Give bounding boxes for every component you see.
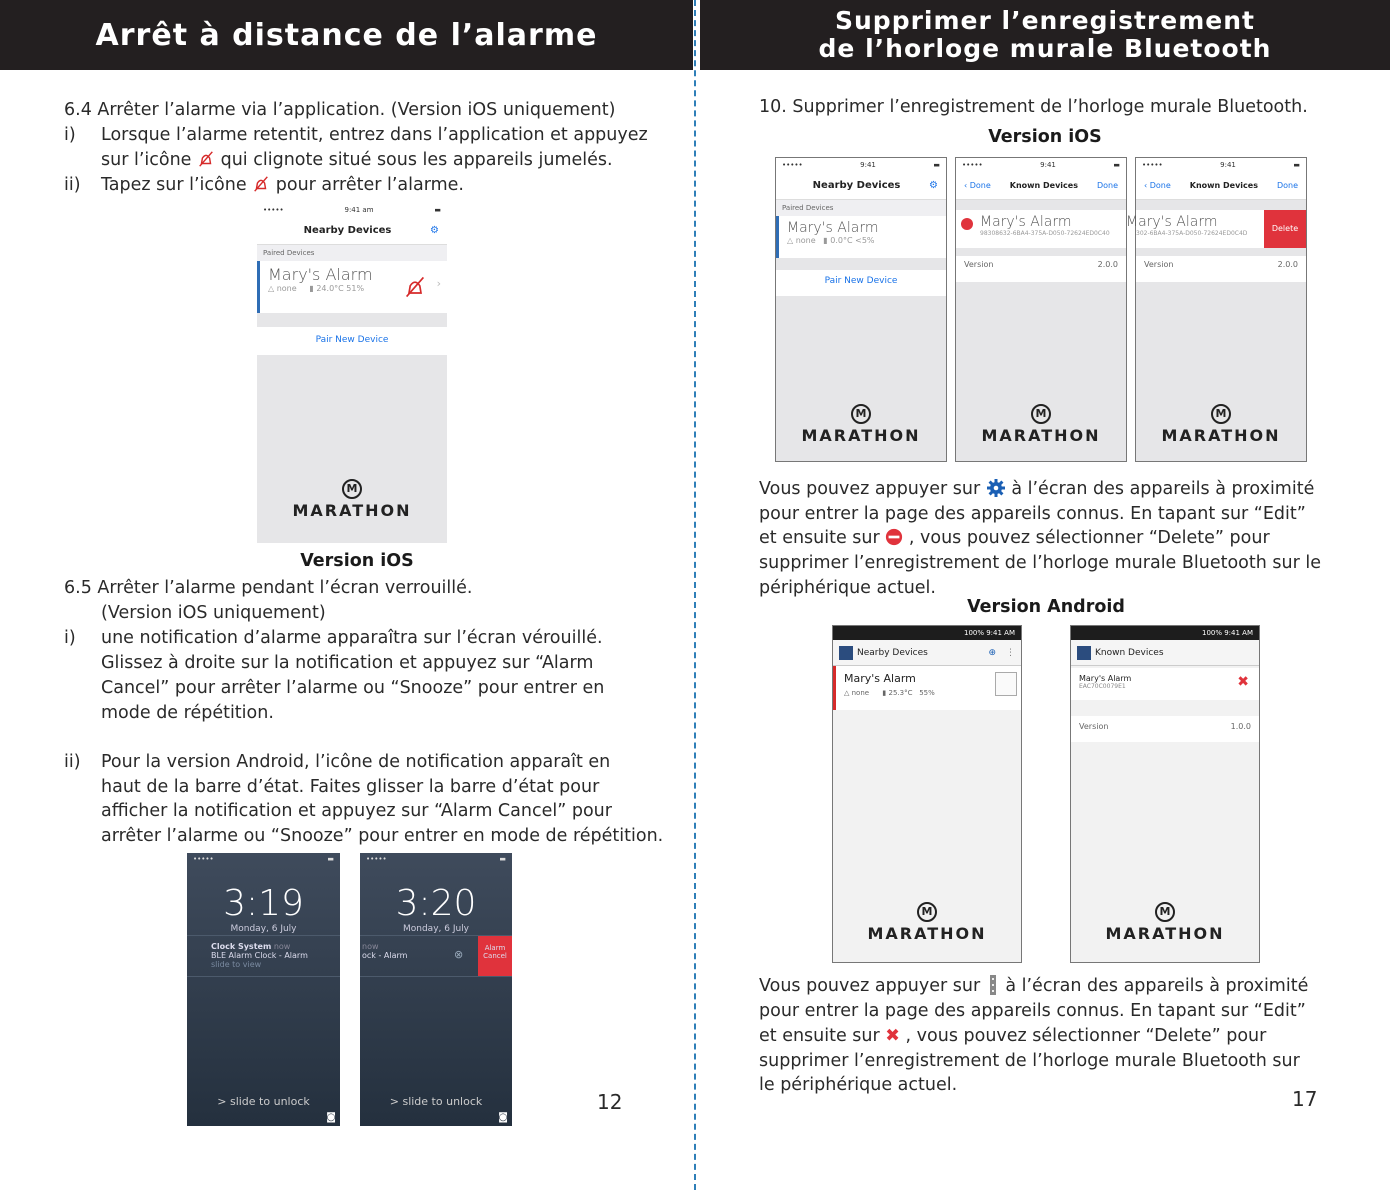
para2-line1	[759, 974, 1308, 999]
android-known-devices-screen	[1070, 625, 1260, 963]
para1-line4: supprimer l’enregistrement de l’horloge murale Bluetooth sur le	[759, 553, 1321, 573]
device-meta: △ none ▮ 25.3°C 55%	[844, 689, 935, 697]
device-row[interactable]	[1071, 668, 1259, 700]
close-icon[interactable]: ⊗	[454, 948, 464, 961]
right-page-header	[700, 0, 1390, 70]
nav-title: Nearby Devices	[303, 225, 392, 236]
app-bar	[1071, 640, 1259, 666]
logo-letter: M	[851, 404, 871, 424]
right-header-line2: de l’horloge murale Bluetooth	[818, 34, 1272, 63]
camera-icon[interactable]: ◙	[326, 1112, 336, 1123]
s65-ii-l1: Pour la version Android, l’icône de notification apparaît en	[101, 752, 611, 772]
device-name: Mary's Alarm	[1079, 674, 1132, 683]
logo-word: MARATHON	[801, 426, 921, 445]
page-number-left: 12	[597, 1090, 623, 1114]
spacer	[1136, 200, 1306, 210]
device-row[interactable]	[257, 261, 447, 313]
meta-humidity: <5%	[855, 236, 875, 245]
meta-humidity: 55%	[919, 689, 935, 697]
device-id: EAC70C0079E1	[1079, 683, 1126, 690]
version-label: Version	[964, 260, 994, 269]
device-meta: △ none ▮ 24.0°C 51%	[268, 284, 365, 293]
s65-ii-l3: afficher la notification et appuyez sur “Alarm Cancel” pour	[101, 801, 612, 821]
s64-ii-line	[101, 173, 464, 198]
add-icon[interactable]: ⊕	[988, 647, 996, 658]
s65-i-l4: mode de répétition.	[101, 703, 274, 723]
overflow-menu-icon	[986, 974, 1000, 996]
status-bar: ••••• 9:41 ▬	[956, 158, 1126, 172]
version-value: 2.0.0	[1277, 260, 1298, 269]
caption-version-ios-left: Version iOS	[300, 551, 414, 571]
ios-nearby-devices-screenshot	[257, 203, 447, 543]
nav-title: Known Devices	[1189, 181, 1258, 190]
right-header-line1: Supprimer l’enregistrement	[835, 6, 1255, 35]
app-icon	[839, 646, 853, 660]
s65-line2: (Version iOS uniquement)	[101, 603, 326, 623]
s64-ii-b: pour arrêter l’alarme.	[275, 175, 464, 195]
para2-line3	[759, 1024, 1266, 1049]
para2-l3b: , vous pouvez sélectionner “Delete” pour	[905, 1026, 1267, 1046]
notif-when: now	[362, 942, 379, 951]
logo-letter: M	[342, 479, 362, 499]
s64-intro: 6.4 Arrêter l’alarme via l’application. (Version iOS uniquement)	[64, 100, 616, 120]
version-value: 1.0.0	[1230, 722, 1251, 731]
s65-ii-number: ii)	[64, 752, 81, 772]
logo-word: MARATHON	[1105, 924, 1225, 943]
nav-bar	[257, 217, 447, 245]
delete-circle-icon	[885, 528, 903, 546]
pair-new-device-button[interactable]: Pair New Device	[776, 270, 946, 296]
nav-bar	[1136, 172, 1306, 200]
para1-line2: pour entrer la page des appareils connus. En tapant sur “Edit”	[759, 504, 1306, 524]
para1-line1	[759, 477, 1314, 502]
logo-word: MARATHON	[292, 501, 412, 520]
status-time: 9:41 am	[344, 206, 374, 214]
nav-title: Nearby Devices	[812, 180, 901, 191]
app-bar-title: Known Devices	[1095, 647, 1164, 658]
marathon-logo	[257, 479, 447, 520]
alarm-cancel-button[interactable]: Alarm Cancel	[478, 936, 512, 976]
meta-temp: 25.3°C	[888, 689, 913, 697]
s64-i-line1: Lorsque l’alarme retentit, entrez dans l’application et appuyez	[101, 125, 648, 145]
nav-bar	[956, 172, 1126, 200]
delete-x-icon: ✖	[885, 1026, 900, 1046]
section-header: Paired Devices	[776, 200, 946, 216]
lock-time: 3:20	[395, 883, 477, 924]
device-row[interactable]	[833, 666, 1021, 710]
s65-i-l2: Glissez à droite sur la notification et appuyez sur “Alarm	[101, 653, 594, 673]
section-header: Paired Devices	[257, 245, 447, 261]
meta-alarm: none	[276, 284, 297, 293]
version-label: Version	[1144, 260, 1174, 269]
version-row	[1071, 716, 1259, 742]
back-button[interactable]: ‹ Done	[964, 181, 991, 190]
meta-alarm: none	[795, 236, 816, 245]
para2-b: à l’écran des appareils à proximité	[1005, 976, 1309, 996]
chevron-right-icon: ›	[436, 277, 441, 290]
device-name: Mary's Alarm	[1126, 214, 1218, 230]
para1-a: Vous pouvez appuyer sur	[759, 479, 981, 499]
done-button[interactable]: Done	[1276, 181, 1298, 190]
notification-banner[interactable]	[187, 935, 340, 977]
ios-known-devices-screen	[955, 157, 1127, 462]
device-meta: △ none ▮ 0.0°C <5%	[787, 236, 875, 245]
caption-version-ios-right: Version iOS	[988, 127, 1102, 147]
nav-bar	[776, 172, 946, 200]
s64-i-number: i)	[64, 125, 76, 145]
para2-line5: le périphérique actuel.	[759, 1075, 958, 1095]
overflow-menu-icon[interactable]: ⋮	[1006, 647, 1015, 658]
marathon-logo	[1136, 404, 1306, 445]
android-nearby-devices-screen	[832, 625, 1022, 963]
s65-ii-l2: haut de la barre d’état. Faites glisser la barre d’état pour	[101, 777, 600, 797]
para1-line5: périphérique actuel.	[759, 578, 936, 598]
para2-line2: pour entrer la page des appareils connus. En tapant sur “Edit”	[759, 1001, 1306, 1021]
s64-i-line2	[101, 148, 613, 173]
bell-off-icon[interactable]	[403, 275, 427, 299]
battery-icon: ▬	[434, 206, 441, 214]
marathon-logo	[956, 404, 1126, 445]
logo-word: MARATHON	[867, 924, 987, 943]
page-number-right: 17	[1292, 1087, 1318, 1111]
page-divider	[694, 0, 696, 1190]
back-label: Done	[1149, 181, 1171, 190]
lock-date: Monday, 6 July	[230, 924, 297, 934]
camera-icon[interactable]: ◙	[498, 1112, 508, 1123]
para1-line3	[759, 526, 1270, 551]
gear-icon[interactable]: ⚙	[929, 180, 938, 191]
gear-icon[interactable]: ⚙	[430, 225, 439, 236]
version-row	[1136, 256, 1306, 282]
status-bar: ••••• 9:41 ▬	[1136, 158, 1306, 172]
logo-letter: M	[1155, 902, 1175, 922]
done-button[interactable]: Done	[1096, 181, 1118, 190]
logo-letter: M	[1211, 404, 1231, 424]
status-bar: 100% 9:41 AM	[1071, 626, 1259, 640]
ios-nearby-devices-screen	[775, 157, 947, 462]
s64-i-line2-a: sur l’icône	[101, 150, 192, 170]
device-row[interactable]	[1126, 210, 1306, 248]
s64-ii-number: ii)	[64, 175, 81, 195]
logo-letter: M	[1031, 404, 1051, 424]
nav-title: Known Devices	[1009, 181, 1078, 190]
marathon-logo	[1071, 902, 1259, 943]
notif-hint: slide to view	[211, 960, 262, 969]
para1-b: à l’écran des appareils à proximité	[1011, 479, 1315, 499]
back-button[interactable]: ‹ Done	[1144, 181, 1171, 190]
gear-icon	[986, 478, 1006, 498]
meta-temp: 24.0°C	[316, 284, 344, 293]
app-bar	[833, 640, 1021, 666]
notif-when: now	[273, 942, 291, 951]
left-header-title: Arrêt à distance de l’alarme	[95, 17, 598, 53]
delete-button[interactable]: Delete	[1264, 210, 1306, 248]
lock-time: 3:19	[223, 883, 304, 924]
notif-title: Clock System	[211, 942, 272, 951]
s65-i-number: i)	[64, 628, 76, 648]
s64-i-line2-b: qui clignote situé sous les appareils jumelés.	[220, 150, 613, 170]
status-bar	[257, 203, 447, 217]
back-label: Done	[969, 181, 991, 190]
device-name: Mary's Alarm	[787, 220, 879, 236]
meta-humidity: 51%	[346, 284, 365, 293]
delete-circle-icon[interactable]	[961, 218, 973, 230]
s65-line1: 6.5 Arrêter l’alarme pendant l’écran verrouillé.	[64, 578, 473, 598]
s64-ii-a: Tapez sur l’icône	[101, 175, 247, 195]
ios-known-devices-delete-screen	[1126, 157, 1307, 462]
logo-letter: M	[917, 902, 937, 922]
para2-a: Vous pouvez appuyer sur	[759, 976, 981, 996]
s65-i-l1: une notification d’alarme apparaîtra sur l’écran vérouillé.	[101, 628, 603, 648]
version-row	[956, 256, 1126, 282]
version-value: 2.0.0	[1097, 260, 1118, 269]
lockscreen-swiped-notification	[360, 853, 512, 1126]
delete-x-icon[interactable]: ✖	[1237, 674, 1249, 690]
logo-word: MARATHON	[1161, 426, 1281, 445]
s65-ii-l4: arrêter l’alarme ou “Snooze” pour entrer en mode de répétition.	[101, 826, 664, 846]
bell-off-icon	[197, 150, 215, 168]
pair-new-device-button[interactable]: Pair New Device	[257, 327, 447, 355]
device-name: Mary's Alarm	[980, 214, 1072, 230]
carrier: •••••	[263, 206, 284, 214]
meta-alarm: none	[851, 689, 870, 697]
app-icon	[1077, 646, 1091, 660]
status-bar: ••••• 9:41 ▬	[776, 158, 946, 172]
device-name: Mary's Alarm	[268, 265, 373, 284]
notif-body: ock - Alarm	[362, 951, 408, 960]
para1-l3b: , vous pouvez sélectionner “Delete” pour	[908, 528, 1270, 548]
para2-line4: supprimer l’enregistrement de l’horloge murale Bluetooth sur	[759, 1051, 1300, 1071]
marathon-logo	[833, 902, 1021, 943]
device-name: Mary's Alarm	[844, 672, 916, 685]
caption-version-android: Version Android	[967, 597, 1125, 617]
lockscreen-notification	[187, 853, 340, 1126]
notification-banner[interactable]	[360, 935, 512, 977]
marathon-logo	[776, 404, 946, 445]
status-bar: ••••• ▬	[193, 855, 334, 863]
status-bar: ••••• ▬	[366, 855, 506, 863]
s65-i-l3: Cancel” pour arrêter l’alarme ou “Snooze” pour entrer en	[101, 678, 605, 698]
logo-word: MARATHON	[981, 426, 1101, 445]
spacer	[956, 200, 1126, 210]
left-page-header	[0, 0, 693, 70]
device-row[interactable]	[956, 210, 1126, 248]
app-bar-title: Nearby Devices	[857, 647, 928, 658]
para2-l3a: et ensuite sur	[759, 1026, 880, 1046]
device-row[interactable]	[776, 216, 946, 258]
status-bar: 100% 9:41 AM	[833, 626, 1021, 640]
device-id: 98308632-6BA4-375A-D050-72624ED0C40	[980, 230, 1110, 237]
slide-to-unlock[interactable]: > slide to unlock	[389, 1095, 483, 1108]
meta-temp: 0.0°C	[830, 236, 853, 245]
slide-to-unlock[interactable]: > slide to unlock	[217, 1095, 310, 1108]
chart-icon[interactable]	[995, 672, 1017, 696]
para1-l3a: et ensuite sur	[759, 528, 880, 548]
bell-off-icon	[252, 175, 270, 193]
notif-body: BLE Alarm Clock - Alarm	[211, 951, 308, 960]
device-id: 302-6BA4-375A-D050-72624ED0C4D	[1136, 230, 1248, 237]
lock-date: Monday, 6 July	[402, 924, 470, 934]
step10-heading: 10. Supprimer l’enregistrement de l’horloge murale Bluetooth.	[759, 97, 1308, 117]
version-label: Version	[1079, 722, 1109, 731]
